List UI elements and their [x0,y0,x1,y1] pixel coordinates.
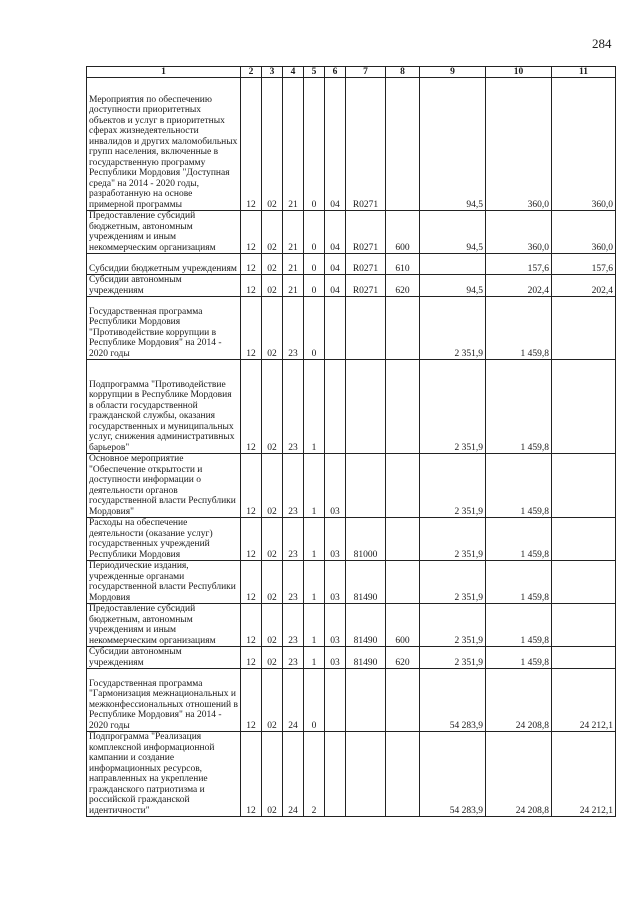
cell-c8 [386,518,420,561]
cell-c7: 81490 [346,647,386,669]
cell-c2: 12 [241,561,262,604]
cell-c11: 360,0 [552,78,616,211]
cell-c6: 03 [325,561,346,604]
cell-c5: 1 [304,604,325,647]
cell-c8 [386,360,420,454]
cell-c2: 12 [241,275,262,297]
cell-c2: 12 [241,669,262,732]
cell-c7 [346,360,386,454]
cell-c6: 04 [325,254,346,275]
cell-c9: 2 351,9 [420,454,486,518]
cell-c5: 1 [304,360,325,454]
budget-table [86,66,616,817]
cell-c7: R0271 [346,211,386,254]
cell-c3: 02 [262,254,283,275]
cell-c9: 2 351,9 [420,360,486,454]
cell-c2: 12 [241,647,262,669]
cell-c5: 0 [304,78,325,211]
row-name: Расходы на обеспечение деятельности (оказание услуг) государственных учреждений Республики Мордовия [87,518,241,561]
cell-c3: 02 [262,518,283,561]
table-row [87,604,616,647]
cell-c7 [346,669,386,732]
cell-c3: 02 [262,275,283,297]
row-name: Государственная программа "Гармонизация межнациональных и межконфессиональных отношений в Республике Мордовия" на 2014 - 2020 годы [87,669,241,732]
header-cell: 5 [304,67,325,78]
cell-c3: 02 [262,297,283,360]
cell-c4: 23 [283,297,304,360]
cell-c10: 1 459,8 [486,647,552,669]
cell-c8: 600 [386,211,420,254]
header-cell: 3 [262,67,283,78]
cell-c10: 157,6 [486,254,552,275]
row-name: Государственная программа Республики Мордовия "Противодействие коррупции в Республике Мордовия" на 2014 - 2020 годы [87,297,241,360]
cell-c3: 02 [262,604,283,647]
table-row [87,669,616,732]
header-cell: 11 [552,67,616,78]
cell-c5: 0 [304,254,325,275]
header-cell: 1 [87,67,241,78]
cell-c8 [386,78,420,211]
cell-c6 [325,732,346,817]
header-cell: 2 [241,67,262,78]
table-row [87,211,616,254]
cell-c8: 620 [386,275,420,297]
cell-c4: 23 [283,360,304,454]
table-row [87,275,616,297]
cell-c9: 2 351,9 [420,561,486,604]
cell-c10: 1 459,8 [486,561,552,604]
header-cell: 9 [420,67,486,78]
cell-c8: 620 [386,647,420,669]
cell-c11 [552,518,616,561]
cell-c11 [552,647,616,669]
header-row [87,67,616,78]
cell-c11 [552,360,616,454]
cell-c6: 03 [325,647,346,669]
cell-c2: 12 [241,211,262,254]
cell-c3: 02 [262,211,283,254]
cell-c11: 24 212,1 [552,669,616,732]
cell-c11: 202,4 [552,275,616,297]
row-name: Мероприятия по обеспечению доступности приоритетных объектов и услуг в приоритетных сферах жизнедеятельности инвалидов и других маломобильных групп населения, включенные в государственную программу Республики Мордовия "Доступная среда" на 2014 - 2020 годы, разработанную на основе примерной программы [87,78,241,211]
cell-c9: 2 351,9 [420,518,486,561]
cell-c9: 2 351,9 [420,604,486,647]
cell-c9: 2 351,9 [420,297,486,360]
cell-c8 [386,732,420,817]
cell-c6 [325,669,346,732]
cell-c5: 0 [304,275,325,297]
table-row [87,518,616,561]
table-row [87,254,616,275]
cell-c10: 360,0 [486,211,552,254]
cell-c2: 12 [241,78,262,211]
cell-c5: 0 [304,297,325,360]
cell-c8 [386,561,420,604]
cell-c6: 04 [325,78,346,211]
cell-c4: 23 [283,647,304,669]
cell-c9: 94,5 [420,78,486,211]
cell-c9: 94,5 [420,275,486,297]
cell-c6 [325,360,346,454]
cell-c7: R0271 [346,275,386,297]
cell-c4: 23 [283,454,304,518]
cell-c7 [346,454,386,518]
cell-c11 [552,604,616,647]
table-row [87,78,616,211]
cell-c3: 02 [262,78,283,211]
row-name: Периодические издания, учрежденные органами государственной власти Республики Мордовия [87,561,241,604]
row-name: Субсидии автономным учреждениям [87,275,241,297]
cell-c4: 23 [283,518,304,561]
cell-c11: 157,6 [552,254,616,275]
cell-c8: 610 [386,254,420,275]
cell-c5: 1 [304,518,325,561]
cell-c6: 03 [325,604,346,647]
cell-c2: 12 [241,454,262,518]
cell-c8 [386,297,420,360]
cell-c4: 23 [283,561,304,604]
cell-c2: 12 [241,360,262,454]
cell-c7: 81000 [346,518,386,561]
cell-c6 [325,297,346,360]
cell-c10: 1 459,8 [486,604,552,647]
cell-c2: 12 [241,518,262,561]
cell-c10: 1 459,8 [486,454,552,518]
cell-c2: 12 [241,297,262,360]
cell-c5: 1 [304,647,325,669]
cell-c10: 360,0 [486,78,552,211]
cell-c5: 1 [304,454,325,518]
cell-c5: 0 [304,211,325,254]
cell-c2: 12 [241,732,262,817]
cell-c4: 23 [283,604,304,647]
cell-c3: 02 [262,360,283,454]
cell-c10: 24 208,8 [486,732,552,817]
cell-c3: 02 [262,647,283,669]
row-name: Субсидии бюджетным учреждениям [87,254,241,275]
cell-c9: 54 283,9 [420,732,486,817]
cell-c9 [420,254,486,275]
cell-c11 [552,297,616,360]
cell-c7: 81490 [346,561,386,604]
table-row [87,732,616,817]
cell-c10: 24 208,8 [486,669,552,732]
cell-c6: 04 [325,275,346,297]
cell-c4: 21 [283,275,304,297]
row-name: Основное мероприятие "Обеспечение открытости и доступности информации о деятельности органов государственной власти Республики Мордовия" [87,454,241,518]
row-name: Подпрограмма "Реализация комплексной информационной кампании и создание информационных ресурсов, направленных на укрепление гражданского патриотизма и российской гражданской идентичности" [87,732,241,817]
row-name: Предоставление субсидий бюджетным, автономным учреждениям и иным некоммерческим организациям [87,211,241,254]
cell-c2: 12 [241,604,262,647]
cell-c8 [386,454,420,518]
cell-c5: 0 [304,669,325,732]
cell-c4: 21 [283,78,304,211]
cell-c2: 12 [241,254,262,275]
table-row [87,297,616,360]
cell-c10: 1 459,8 [486,297,552,360]
cell-c7: R0271 [346,78,386,211]
header-cell: 10 [486,67,552,78]
cell-c9: 2 351,9 [420,647,486,669]
row-name: Подпрограмма "Противодействие коррупции в Республике Мордовия в области государственной гражданской службы, оказания государственных и муниципальных услуг, снижения административных барьеров" [87,360,241,454]
row-name: Субсидии автономным учреждениям [87,647,241,669]
cell-c3: 02 [262,732,283,817]
header-cell: 7 [346,67,386,78]
cell-c4: 21 [283,211,304,254]
cell-c3: 02 [262,561,283,604]
cell-c4: 24 [283,669,304,732]
cell-c10: 202,4 [486,275,552,297]
cell-c9: 54 283,9 [420,669,486,732]
cell-c3: 02 [262,669,283,732]
cell-c7: 81490 [346,604,386,647]
header-cell: 8 [386,67,420,78]
cell-c6: 04 [325,211,346,254]
table-row [87,454,616,518]
cell-c7: R0271 [346,254,386,275]
table-row [87,360,616,454]
cell-c6: 03 [325,518,346,561]
cell-c10: 1 459,8 [486,518,552,561]
cell-c6: 03 [325,454,346,518]
cell-c3: 02 [262,454,283,518]
row-name: Предоставление субсидий бюджетным, автономным учреждениям и иным некоммерческим организациям [87,604,241,647]
cell-c10: 1 459,8 [486,360,552,454]
header-cell: 4 [283,67,304,78]
table-row [87,647,616,669]
cell-c5: 2 [304,732,325,817]
cell-c11 [552,561,616,604]
header-cell: 6 [325,67,346,78]
cell-c4: 24 [283,732,304,817]
cell-c11: 360,0 [552,211,616,254]
cell-c9: 94,5 [420,211,486,254]
page-number: 284 [592,36,612,51]
cell-c7 [346,732,386,817]
cell-c4: 21 [283,254,304,275]
cell-c8 [386,669,420,732]
cell-c11 [552,454,616,518]
cell-c5: 1 [304,561,325,604]
cell-c8: 600 [386,604,420,647]
cell-c7 [346,297,386,360]
table-row [87,561,616,604]
cell-c11: 24 212,1 [552,732,616,817]
